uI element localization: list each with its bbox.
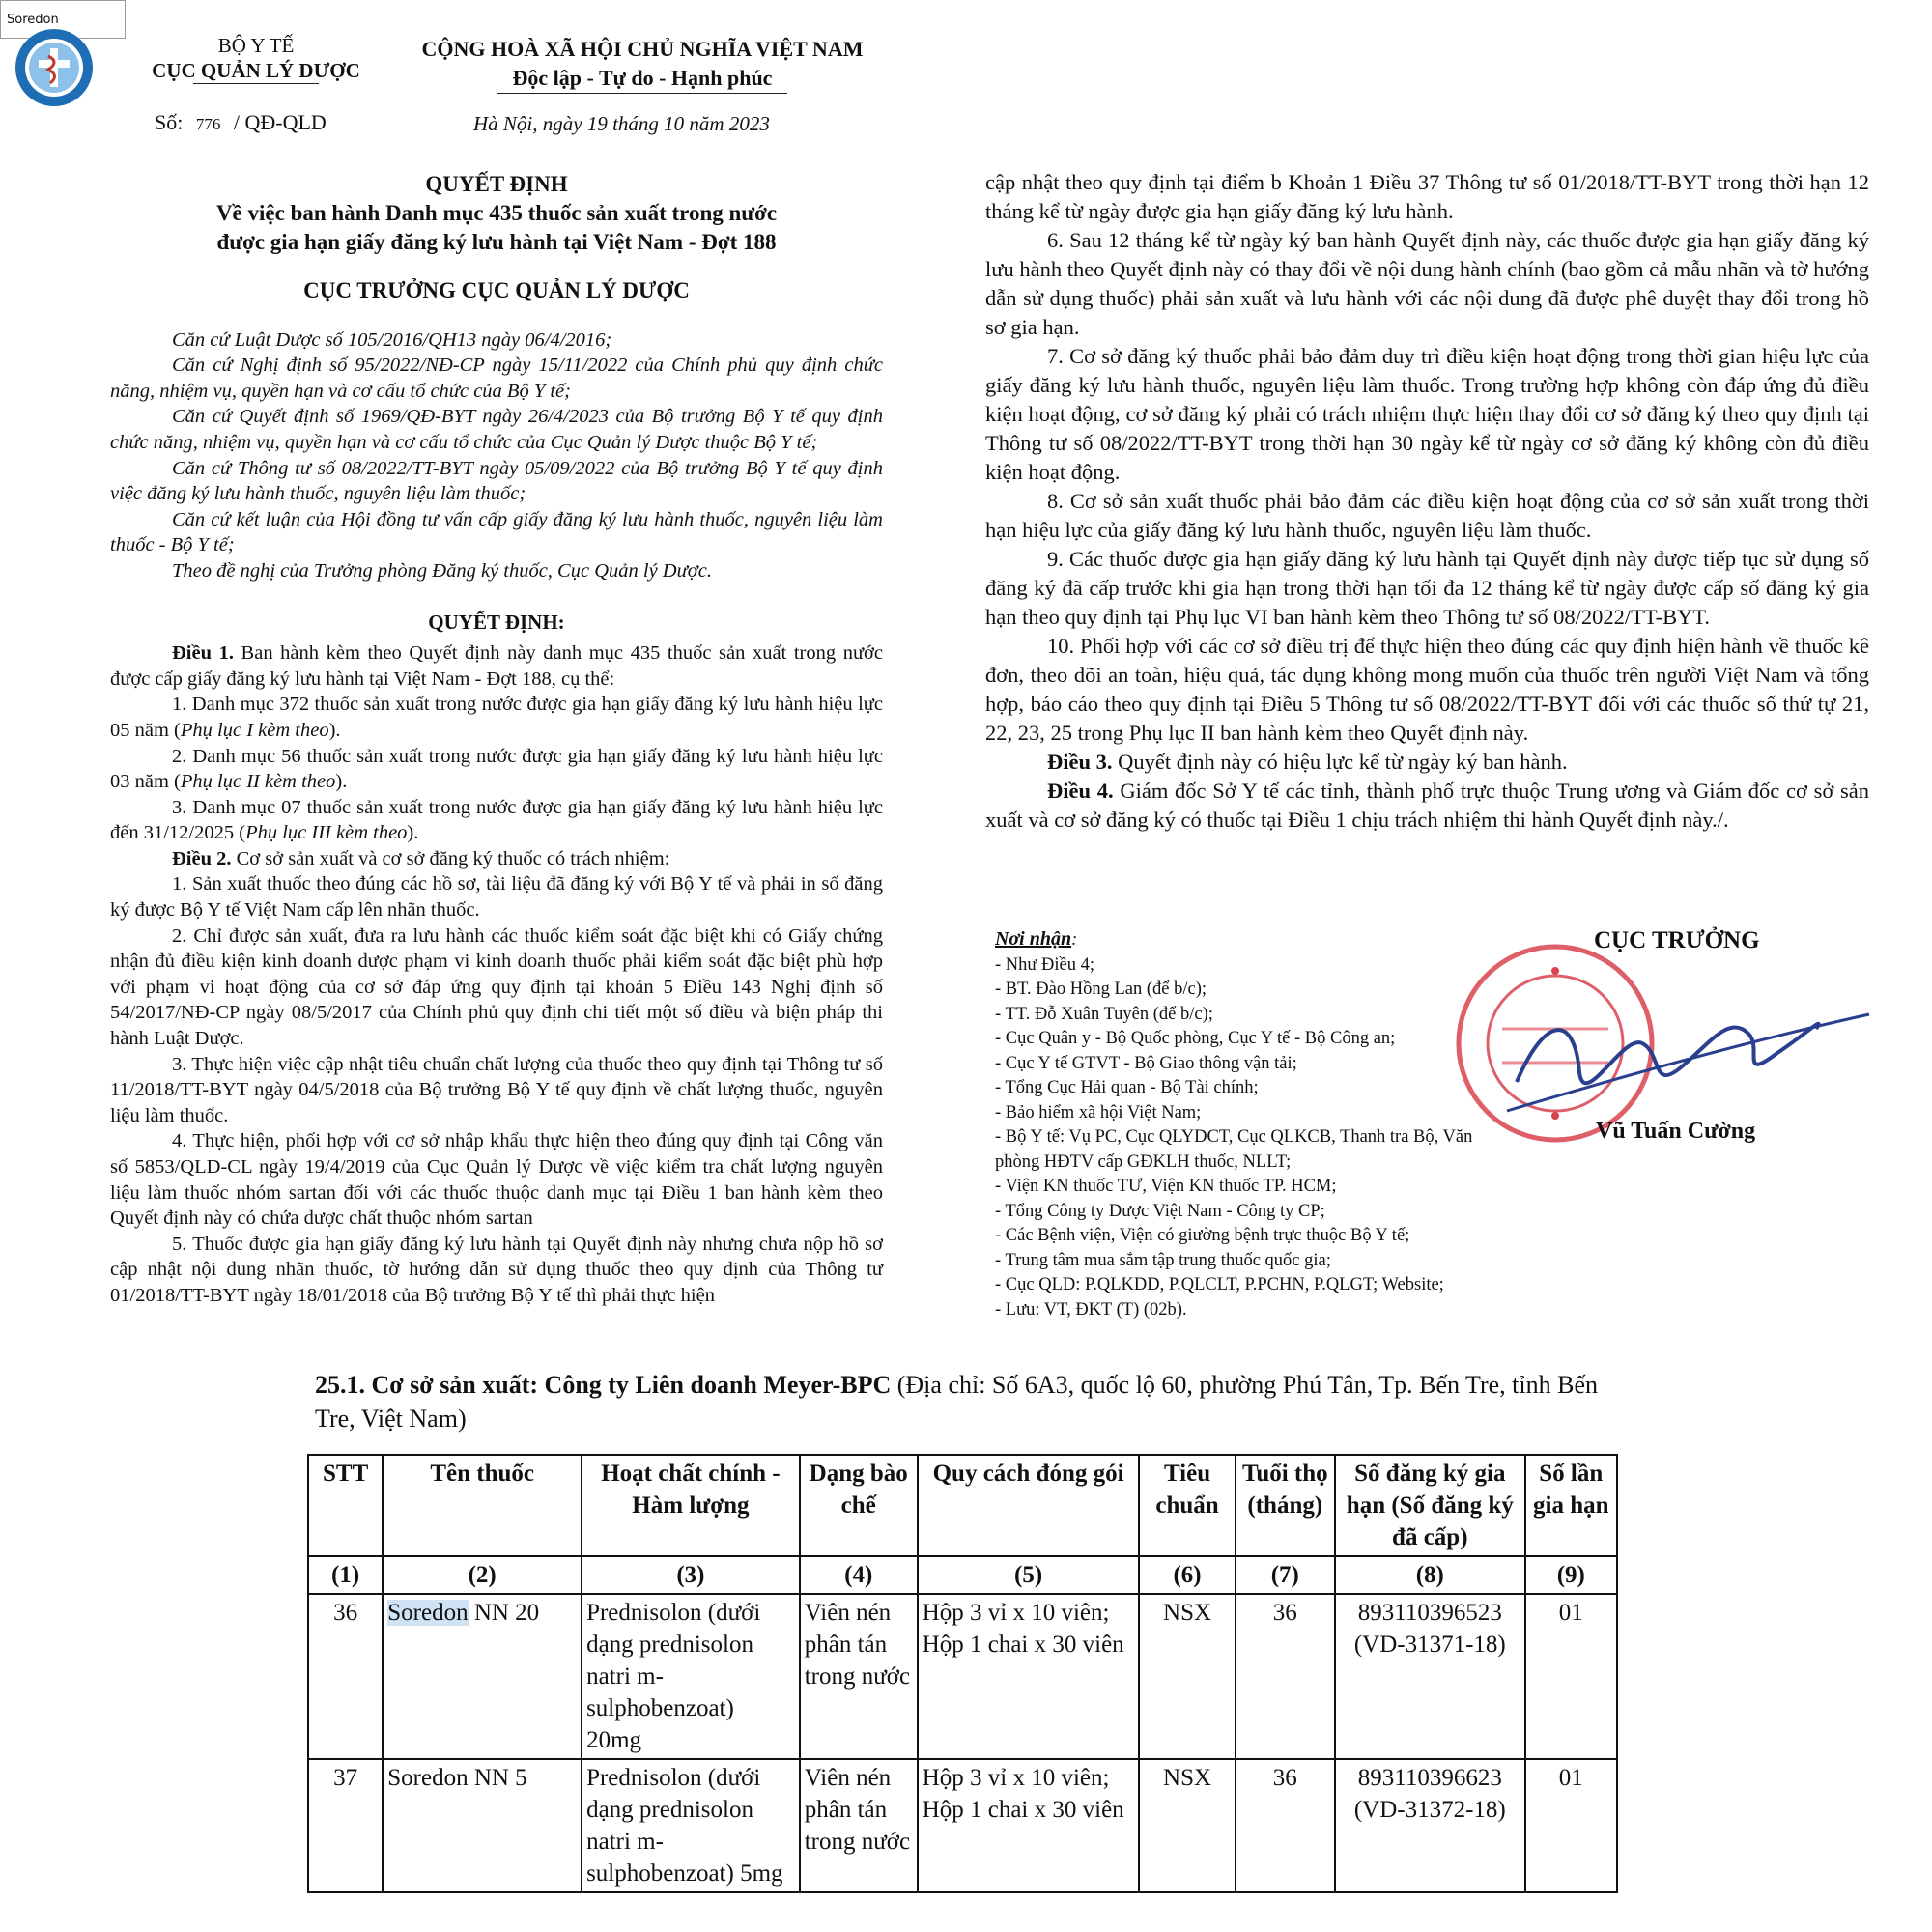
- signer-name: Vũ Tuấn Cường: [1596, 1119, 1756, 1144]
- left-column: [110, 170, 883, 1309]
- article-2-item: 6. Sau 12 tháng kể từ ngày ký ban hành Quyết định này, các thuốc được gia hạn giấy đăng ký lưu hành theo Quyết định này có thay đổi về nội dung hành chính (bao gồm cả mẫu nhãn và tờ hướng dẫn sử dụng thuốc) phải sản xuất và lưu hành với các nội dung đã được phê duyệt thay đổi trong hồ sơ gia hạn.: [985, 228, 1869, 339]
- article-2-item: 1. Sản xuất thuốc theo đúng các hồ sơ, tài liệu đã đăng ký với Bộ Y tế và phải in số đăng ký được Bộ Y tế Việt Nam cấp lên nhãn thuốc.: [110, 873, 883, 922]
- decision-title: QUYẾT ĐỊNH Về việc ban hành Danh mục 435 thuốc sản xuất trong nước được gia hạn giấy đăng ký lưu hành tại Việt Nam - Đợt 188: [215, 172, 778, 254]
- cell-registration: 893110396623 (VD-31372-18): [1335, 1759, 1525, 1892]
- column-header: Tuổi thọ (tháng): [1236, 1455, 1335, 1556]
- recipient-item: - Tổng Cục Hải quan - Bộ Tài chính;: [995, 1078, 1259, 1097]
- recipient-item: - Các Bệnh viện, Viện có giường bệnh trực thuộc Bộ Y tế;: [995, 1226, 1410, 1245]
- cell-form: Viên nén phân tán trong nước: [800, 1759, 918, 1892]
- recipient-item: - TT. Đỗ Xuân Tuyên (để b/c);: [995, 1004, 1213, 1024]
- article-2-item: 4. Thực hiện, phối hợp với cơ sở nhập khẩu thực hiện theo đúng quy định tại Công văn số 5853/QLD-CL ngày 19/4/2019 của Cục Quản lý Dược về việc kiểm tra chất lượng nguyên liệu làm thuốc nhóm sartan đối với các thuốc thuộc danh mục tại Điều 1 ban hành kèm theo Quyết định này có chứa dược chất thuộc nhóm sartan: [110, 1130, 883, 1230]
- article-2-item: 10. Phối hợp với các cơ sở điều trị để thực hiện theo đúng các quy định hiện hành về thuốc kê đơn, theo dõi an toàn, hiệu quả, tác dụng không mong muốn của thuốc trên người Việt Nam và tổng hợp, báo cáo theo quy định tại Điều 5 Thông tư số 08/2022/TT-BYT đối với các thuốc số thứ tự 21, 22, 23, 25 trong Phụ lục II ban hành kèm theo Quyết định này.: [985, 634, 1869, 745]
- divider: [193, 83, 319, 84]
- column-header: Hoạt chất chính - Hàm lượng: [582, 1455, 800, 1556]
- cell-drug-name: Soredon NN 5: [383, 1759, 582, 1892]
- national-header: [406, 35, 879, 94]
- recipients-heading: Nơi nhận:: [995, 928, 1078, 950]
- search-highlight: Soredon: [387, 1600, 469, 1626]
- cell-standard: NSX: [1139, 1759, 1235, 1892]
- motto: Độc lập - Tự do - Hạnh phúc: [512, 66, 773, 90]
- recipient-item: - Bộ Y tế: Vụ PC, Cục QLYDCT, Cục QLKCB, Thanh tra Bộ, Văn phòng HĐTV cấp GĐKLH thuốc, NLLT;: [995, 1127, 1473, 1172]
- recipient-item: - Bảo hiểm xã hội Việt Nam;: [995, 1102, 1202, 1122]
- place-date: Hà Nội, ngày 19 tháng 10 năm 2023: [473, 112, 770, 135]
- decide-heading: QUYẾT ĐỊNH:: [428, 610, 565, 634]
- signer-title: CỤC TRƯỞNG: [1594, 927, 1760, 953]
- cell-registration: 893110396523 (VD-31371-18): [1335, 1594, 1525, 1759]
- article-2-item: 3. Thực hiện việc cập nhật tiêu chuẩn chất lượng của thuốc theo quy định tại Thông tư số 11/2018/TT-BYT ngày 04/5/2018 của Bộ trưởng Bộ Y tế quy định về chất lượng thuốc, nguyên liệu làm thuốc.: [110, 1053, 883, 1126]
- department-name: CỤC QUẢN LÝ DƯỢC: [152, 59, 360, 82]
- column-number-row: (1) (2) (3) (4) (5) (6) (7) (8) (9): [308, 1556, 1617, 1594]
- nation-name: CỘNG HOÀ XÃ HỘI CHỦ NGHĨA VIỆT NAM: [421, 37, 864, 61]
- table-row: [308, 1759, 1617, 1892]
- cell-form: Viên nén phân tán trong nước: [800, 1594, 918, 1759]
- recipient-item: - Cục Y tế GTVT - Bộ Giao thông vận tải;: [995, 1053, 1297, 1073]
- preamble: Căn cứ Luật Dược số 105/2016/QH13 ngày 06/4/2016; Căn cứ Nghị định số 95/2022/NĐ-CP ngày 15/11/2022 của Chính phủ quy định chức năng, nhiệm vụ, quyền hạn và cơ cấu tổ chức của Bộ Y tế; Căn cứ Quyết định số 1969/QĐ-BYT ngày 26/4/2023 của Bộ trưởng Bộ Y tế quy định chức năng, nhiệm vụ, quyền hạn và cơ cấu tổ chức của Cục Quản lý Dược thuộc Bộ Y tế; Căn cứ Thông tư số 08/2022/TT-BYT ngày 05/09/2022 của Bộ trưởng Bộ Y tế quy định việc đăng ký lưu hành thuốc, nguyên liệu làm thuốc; Căn cứ kết luận của Hội đồng tư vấn cấp giấy đăng ký lưu hành thuốc, nguyên liệu làm thuốc - Bộ Y tế; Theo đề nghị của Trưởng phòng Đăng ký thuốc, Cục Quản lý Dược.: [110, 328, 883, 582]
- ministry-logo-icon: [14, 27, 95, 108]
- cell-stt: 36: [308, 1594, 383, 1759]
- article-2-item: 8. Cơ sở sản xuất thuốc phải bảo đảm các điều kiện hoạt động của cơ sở sản xuất trong thời hạn hiệu lực của giấy đăng ký lưu hành thuốc, nguyên liệu làm thuốc.: [985, 489, 1869, 542]
- signature-icon: [1488, 976, 1874, 1121]
- recipients-list: [995, 927, 1517, 1322]
- article-1-item: 3. Danh mục 07 thuốc sản xuất trong nước được gia hạn giấy đăng ký lưu hành hiệu lực đến 31/12/2025 (Phụ lục III kèm theo).: [110, 796, 883, 844]
- cell-ingredient: Prednisolon (dưới dạng prednisolon natri m-sulphobenzoat) 20mg: [582, 1594, 800, 1759]
- column-header: STT: [308, 1455, 383, 1556]
- article-3: Điều 3. Quyết định này có hiệu lực kể từ ngày ký ban hành.: [1047, 750, 1568, 774]
- column-header: Dạng bào chế: [800, 1455, 918, 1556]
- article-2-item: 7. Cơ sở đăng ký thuốc phải bảo đảm duy trì điều kiện hoạt động trong thời gian hiệu lực của giấy đăng ký lưu hành thuốc, nguyên liệu làm thuốc. Trong trường hợp không còn đáp ứng đủ điều kiện hoạt động, cơ sở đăng ký phải có trách nhiệm thực hiện thay đổi cơ sở đăng ký theo quy định tại Thông tư số 08/2022/TT-BYT trong thời hạn 30 ngày kể từ ngày cơ sở đăng ký không còn đủ điều kiện hoạt động.: [985, 344, 1869, 484]
- article-1: Điều 1. Ban hành kèm theo Quyết định này danh mục 435 thuốc sản xuất trong nước được cấp giấy đăng ký lưu hành tại Việt Nam - Đợt 188, cụ thể:: [110, 642, 883, 690]
- ministry-name: BỘ Y TẾ: [217, 34, 295, 57]
- right-column: [985, 168, 1869, 835]
- article-2-continuation: cập nhật theo quy định tại điểm b Khoản 1 Điều 37 Thông tư số 01/2018/TT-BYT trong thời hạn 12 tháng kể từ ngày được gia hạn giấy đăng ký lưu hành.: [985, 170, 1869, 223]
- recipient-item: - Cục QLD: P.QLKDD, P.QLCLT, P.PCHN, P.QLGT; Website;: [995, 1275, 1444, 1294]
- column-header: Số lần gia hạn: [1525, 1455, 1617, 1556]
- divider: [497, 93, 787, 94]
- recipient-item: - Trung tâm mua sắm tập trung thuốc quốc gia;: [995, 1250, 1331, 1270]
- column-header: Số đăng ký gia hạn (Số đăng ký đã cấp): [1335, 1455, 1525, 1556]
- cell-renewals: 01: [1525, 1759, 1617, 1892]
- cell-drug-name: Soredon NN 20: [383, 1594, 582, 1759]
- table-header-row: [308, 1455, 1617, 1556]
- issuing-agency: [145, 33, 367, 84]
- manufacturer-heading: 25.1. Cơ sở sản xuất: Công ty Liên doanh Meyer-BPC (Địa chỉ: Số 6A3, quốc lộ 60, phường Phú Tân, Tp. Bến Tre, tỉnh Bến Tre, Việt Nam): [315, 1371, 1599, 1433]
- cell-pack: Hộp 3 vỉ x 10 viên; Hộp 1 chai x 30 viên: [918, 1594, 1140, 1759]
- search-input[interactable]: Soredon: [0, 0, 126, 39]
- cell-standard: NSX: [1139, 1594, 1235, 1759]
- recipient-item: - Tổng Công ty Dược Việt Nam - Công ty CP;: [995, 1201, 1325, 1221]
- article-4: Điều 4. Giám đốc Sở Y tế các tỉnh, thành phố trực thuộc Trung ương và Giám đốc cơ sở sản xuất và cơ sở đăng ký có thuốc tại Điều 1 chịu trách nhiệm thi hành Quyết định này./.: [985, 779, 1869, 832]
- article-2: Điều 2. Cơ sở sản xuất và cơ sở đăng ký thuốc có trách nhiệm:: [172, 847, 670, 869]
- cell-renewals: 01: [1525, 1594, 1617, 1759]
- cell-ingredient: Prednisolon (dưới dạng prednisolon natri m-sulphobenzoat) 5mg: [582, 1759, 800, 1892]
- recipient-item: - Lưu: VT, ĐKT (T) (02b).: [995, 1299, 1187, 1320]
- article-2-item: 9. Các thuốc được gia hạn giấy đăng ký lưu hành tại Quyết định này được tiếp tục sử dụng số đăng ký đã cấp trước khi gia hạn trong thời hạn tối đa 12 tháng kể từ ngày được cấp số đăng ký gia hạn theo quy định tại Phụ lục VI ban hành kèm theo Thông tư số 08/2022/TT-BYT.: [985, 547, 1869, 629]
- column-header: Tiêu chuẩn: [1139, 1455, 1235, 1556]
- drug-table: [307, 1454, 1618, 1893]
- column-header: Quy cách đóng gói: [918, 1455, 1140, 1556]
- recipient-item: - Như Điều 4;: [995, 954, 1095, 975]
- article-2-item: 2. Chỉ được sản xuất, đưa ra lưu hành các thuốc kiểm soát đặc biệt khi có Giấy chứng nhận đủ điều kiện kinh doanh dược phạm vi kinh doanh thuốc phải kiểm soát đặc biệt phù hợp với phạm vi hoạt động của cơ sở đáp ứng quy định tại khoản 5 Điều 143 Nghị định số 54/2017/NĐ-CP ngày 08/5/2017 của Chính phủ quy định chi tiết một số điều và biện pháp thi hành Luật Dược.: [110, 924, 883, 1050]
- table-row: [308, 1594, 1617, 1759]
- recipient-item: - Cục Quân y - Bộ Quốc phòng, Cục Y tế - Bộ Công an;: [995, 1029, 1396, 1048]
- article-1-item: 2. Danh mục 56 thuốc sản xuất trong nước được gia hạn giấy đăng ký lưu hành hiệu lực 03 năm (Phụ lục II kèm theo).: [110, 745, 883, 793]
- cell-stt: 37: [308, 1759, 383, 1892]
- recipient-item: - BT. Đào Hồng Lan (để b/c);: [995, 980, 1208, 999]
- cell-shelf-life: 36: [1236, 1594, 1335, 1759]
- recipient-item: - Viện KN thuốc TƯ, Viện KN thuốc TP. HCM;: [995, 1177, 1337, 1196]
- column-header: Tên thuốc: [383, 1455, 582, 1556]
- cell-pack: Hộp 3 vỉ x 10 viên; Hộp 1 chai x 30 viên: [918, 1759, 1140, 1892]
- article-2-item: 5. Thuốc được gia hạn giấy đăng ký lưu hành tại Quyết định này nhưng chưa nộp hồ sơ cập nhật nội dung nhãn thuốc, tờ hướng dẫn sử dụng thuốc theo quy định của Thông tư 01/2018/TT-BYT ngày 18/01/2018 của Bộ trưởng Bộ Y tế thì phải thực hiện: [110, 1233, 883, 1306]
- document-number: Số: 776 / QĐ-QLD: [155, 110, 327, 134]
- director-heading: CỤC TRƯỞNG CỤC QUẢN LÝ DƯỢC: [303, 278, 690, 302]
- cell-shelf-life: 36: [1236, 1759, 1335, 1892]
- article-1-item: 1. Danh mục 372 thuốc sản xuất trong nước được gia hạn giấy đăng ký lưu hành hiệu lực 05 năm (Phụ lục I kèm theo).: [110, 694, 883, 741]
